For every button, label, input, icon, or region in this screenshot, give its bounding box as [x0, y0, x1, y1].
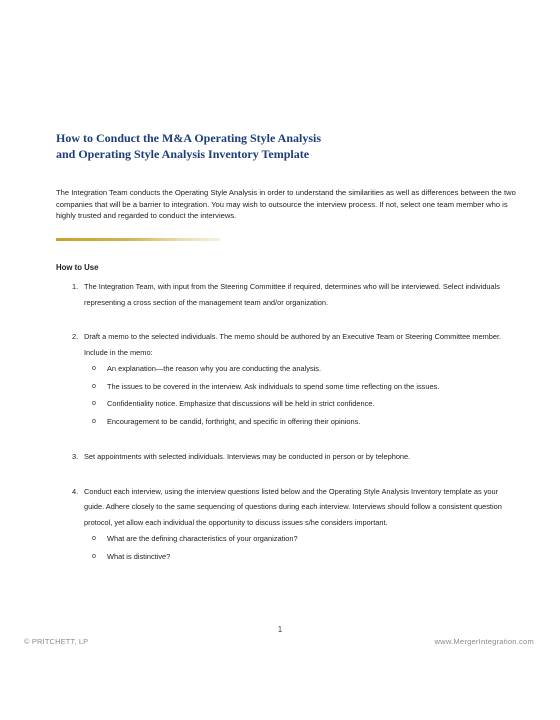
sub-bullet-text: Encouragement to be candid, forthright, and specific in offering their opinions. [107, 416, 361, 426]
sub-bullet-item [92, 360, 520, 378]
document-title [56, 130, 516, 162]
sub-bullet-item [92, 378, 520, 396]
gold-divider-rule [56, 238, 220, 241]
intro-paragraph: The Integration Team conducts the Operating Style Analysis in order to understand the similarities as well as differences between the two companies that will be a barrier to integration. You may wish to outsource the interview process. If not, select one team member who is highly trusted and regarded to conduct the interviews. [56, 188, 516, 220]
footer-copyright: © PRITCHETT, LP [24, 637, 89, 646]
sub-bullet-list [84, 360, 520, 430]
page-number: 1 [277, 625, 283, 634]
circle-bullet-icon: o [92, 400, 96, 407]
step-item [72, 484, 520, 566]
step-item [72, 449, 520, 465]
step-text: Draft a memo to the selected individuals. The memo should be authored by an Executive Team or Steering Committee member. Include in the memo: [84, 332, 502, 357]
circle-bullet-icon: o [92, 417, 96, 425]
step-number: 3. [72, 452, 79, 461]
step-item [72, 279, 520, 310]
step-number: 2. [72, 332, 79, 341]
step-item [72, 329, 520, 430]
sub-bullet-list [84, 530, 520, 565]
circle-bullet-icon: o [92, 382, 96, 390]
sub-bullet-item [92, 413, 520, 431]
sub-bullet-item [92, 395, 520, 413]
sub-bullet-text: What is distinctive? [107, 551, 171, 561]
step-text: Set appointments with selected individuals. Interviews may be conducted in person or by telephone. [84, 452, 411, 461]
step-text: The Integration Team, with input from the Steering Committee if required, determines who will be interviewed. Select individuals representing a cross section of the management team and/or organization. [84, 282, 500, 307]
circle-bullet-icon: o [92, 552, 96, 560]
document-title-line-2: and Operating Style Analysis Inventory Template [56, 147, 310, 161]
steps-list [72, 279, 520, 584]
sub-bullet-text: An explanation—the reason why you are conducting the analysis. [107, 364, 322, 373]
sub-bullet-text: The issues to be covered in the interview. Ask individuals to spend some time reflecting on the issues. [107, 381, 440, 391]
document-title-line-1: How to Conduct the M&A Operating Style Analysis [56, 131, 322, 145]
circle-bullet-icon: o [92, 535, 96, 542]
sub-bullet-item [92, 530, 520, 548]
circle-bullet-icon: o [92, 365, 96, 372]
step-number: 1. [72, 282, 79, 291]
sub-bullet-text: Confidentiality notice. Emphasize that discussions will be held in strict confidence. [107, 399, 375, 408]
section-heading: How to Use [56, 263, 99, 272]
sub-bullet-item [92, 548, 520, 566]
step-text: Conduct each interview, using the interview questions listed below and the Operating Style Analysis Inventory template as your guide. Adhere closely to the same sequencing of questions during each interview. Interviews should follow a consistent question protocol, yet allow each individual the opportunity to discuss issues s/he considers important. [84, 486, 502, 527]
footer-website: www.MergerIntegration.com [434, 637, 534, 646]
step-number: 4. [72, 486, 79, 496]
sub-bullet-text: What are the defining characteristics of your organization? [107, 534, 298, 543]
